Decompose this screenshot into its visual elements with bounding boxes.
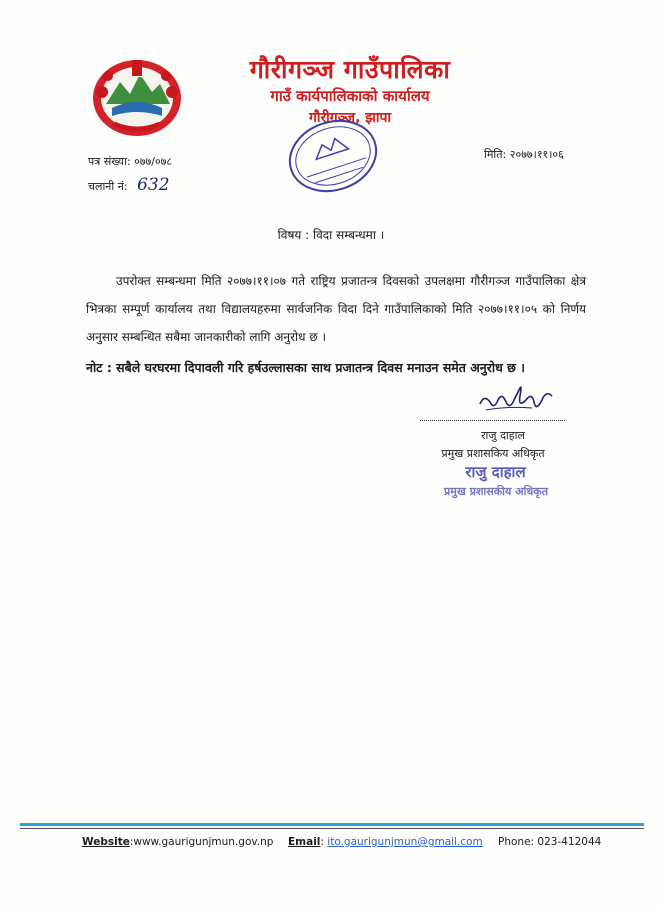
letter-date xyxy=(484,147,564,162)
dispatch-number-value: 632 xyxy=(137,175,170,195)
seal-name: राजु दाहाल xyxy=(465,463,526,481)
date-value: २०७७।११।०६ xyxy=(509,148,564,161)
email-link[interactable]: ito.gaurigunjmun@gmail.com xyxy=(327,836,483,848)
email-separator: : xyxy=(320,836,328,848)
office-stamp-icon xyxy=(278,110,388,202)
dispatch-number xyxy=(88,175,170,195)
footer-rule-thin xyxy=(20,828,644,829)
footer-website xyxy=(82,836,273,848)
office-name: गाउँ कार्यपालिकाको कार्यालय xyxy=(270,87,430,105)
signer-name: राजु दाहाल xyxy=(481,429,525,442)
office-place: गौरीगञ्ज, झापा xyxy=(308,110,392,126)
letter-number xyxy=(88,154,172,169)
website-label: Website xyxy=(82,836,130,848)
letter-number-label: पत्र संख्या: xyxy=(88,155,131,168)
subject-line: विषय : विदा सम्बन्धमा । xyxy=(277,228,385,242)
nepal-emblem-icon xyxy=(88,52,186,140)
website-link[interactable]: :www.gaurigunjmun.gov.np xyxy=(129,836,274,848)
footer-email xyxy=(288,836,483,848)
signature-line xyxy=(420,420,565,421)
signature-icon xyxy=(476,382,556,418)
email-label: Email xyxy=(288,836,321,848)
seal-title: प्रमुख प्रशासकीय अधिकृत xyxy=(444,485,548,498)
date-label: मिति: xyxy=(484,148,507,161)
letter-number-value: ०७७/०७८ xyxy=(134,155,173,168)
body-paragraph: उपरोक्त सम्बन्धमा मिति २०७७।११।०७ गते राष्ट्रिय प्रजातन्त्र दिवसको उपलक्षमा गौरीगञ्ज गाउँपालिका क्षेत्र भित्रका सम्पूर्ण कार्यालय तथा विद्यालयहरुमा सार्वजनिक विदा दिने गाउँपालिकाको मिति २०७७।११।०५ को निर्णय अनुसार सम्बन्धित सबैमा जानकारीको लागि अनुरोध छ । xyxy=(86,274,586,344)
footer-phone: Phone: 023-412044 xyxy=(498,836,602,848)
dispatch-number-label: चलानी नं: xyxy=(88,180,128,193)
signer-title: प्रमुख प्रशासकिय अधिकृत xyxy=(441,447,545,460)
footer-rule xyxy=(20,823,644,826)
note-line: नोट : सबैले घरघरमा दिपावली गरि हर्षउल्लासका साथ प्रजातन्त्र दिवस मनाउन समेत अनुरोध छ । xyxy=(86,360,525,375)
org-name: गौरीगञ्ज गाउँपालिका xyxy=(249,55,451,84)
